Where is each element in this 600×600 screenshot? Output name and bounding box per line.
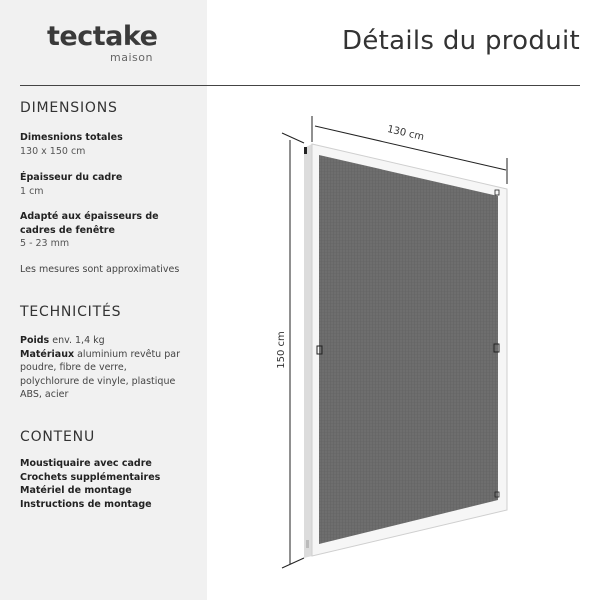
- height-label: 150 cm: [276, 331, 287, 369]
- measure-note: Les mesures sont approximatives: [20, 264, 180, 275]
- screen-mesh: [319, 155, 498, 544]
- frame-thickness-label: Épaisseur du cadre: [20, 172, 123, 183]
- window-frame-label-line2: cadres de fenêtre: [20, 224, 115, 236]
- frame-thickness-value: 1 cm: [20, 185, 44, 197]
- materials-value-line3: polychlorure de vinyle, plastique: [20, 375, 176, 387]
- total-dimensions-label: Dimesnions totales: [20, 132, 123, 143]
- weight-label: Poids: [20, 335, 50, 346]
- materials-value-line4: ABS, acier: [20, 389, 69, 400]
- height-tick-top: [282, 133, 304, 143]
- weight-value: env. 1,4 kg: [49, 335, 105, 346]
- page-title: Détails du produit: [342, 26, 580, 56]
- logo-main-text: tectake: [47, 21, 158, 52]
- materials-label: Matériaux: [20, 348, 75, 360]
- technicites-heading: TECHNICITÉS: [20, 304, 122, 320]
- materials-value-line2: poudre, fibre de verre,: [20, 362, 127, 373]
- frame-side: [304, 144, 312, 558]
- window-frame-value: 5 - 23 mm: [20, 238, 70, 249]
- contenu-heading: CONTENU: [20, 429, 95, 445]
- width-label: 130 cm: [386, 123, 426, 144]
- window-frame-label-line1: Adapté aux épaisseurs de: [20, 211, 159, 222]
- contents-item: Matériel de montage: [20, 485, 132, 496]
- height-tick-bottom: [282, 558, 304, 568]
- materials-value-line1: aluminium revêtu par: [74, 348, 180, 360]
- contents-item: Moustiquaire avec cadre: [20, 458, 152, 469]
- contents-item: Instructions de montage: [20, 498, 152, 510]
- hook-bottom: [306, 540, 309, 548]
- logo-sub-text: maison: [110, 51, 153, 64]
- dimensions-heading: DIMENSIONS: [20, 100, 118, 116]
- contents-item: Crochets supplémentaires: [20, 471, 161, 483]
- total-dimensions-value: 130 x 150 cm: [20, 145, 86, 157]
- hook-top: [304, 147, 307, 154]
